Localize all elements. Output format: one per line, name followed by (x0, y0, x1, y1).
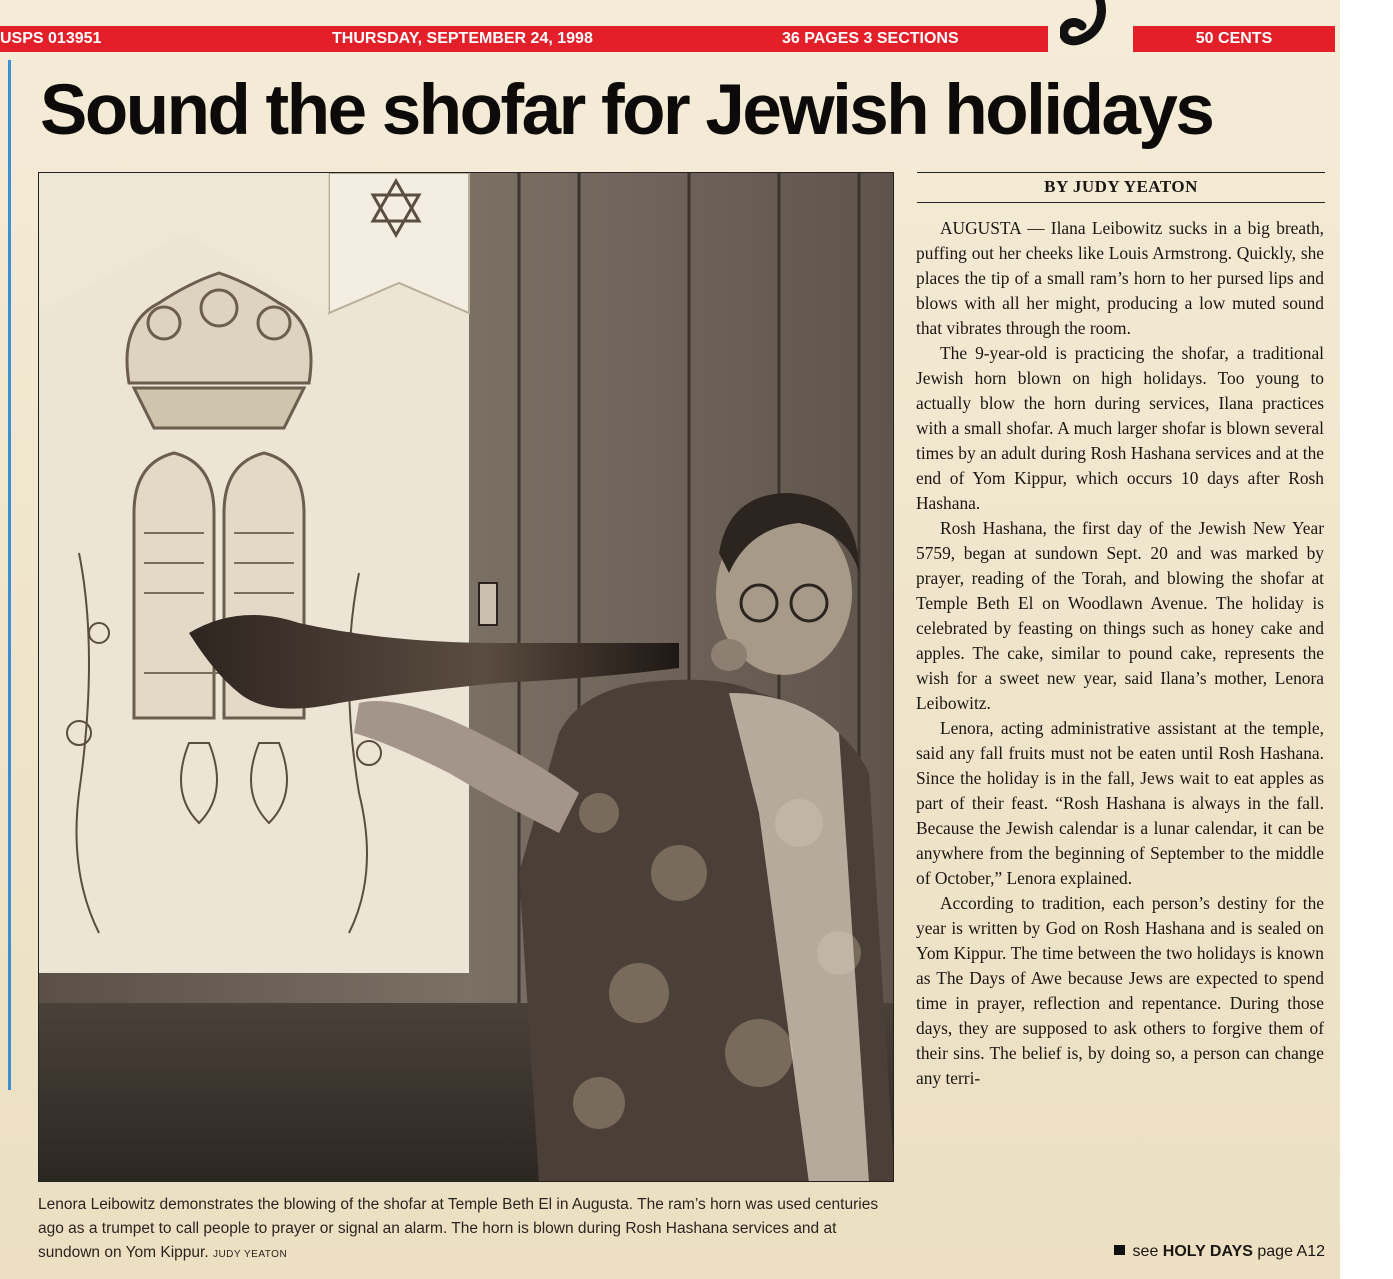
news-photo (38, 172, 894, 1182)
article-body (916, 216, 1324, 1091)
square-bullet-icon (1114, 1245, 1125, 1255)
jump-reference (1080, 1241, 1325, 1263)
jump-prefix: see (1132, 1243, 1159, 1260)
price: 50 CENTS (1195, 30, 1273, 47)
article-paragraph: The 9-year-old is practicing the shofar, a traditional Jewish horn blown on high holidays. Too young to actually blow the horn during services, Ilana practices with a small shofar. A much larger shofar is blown several times by an adult during Rosh Hashana services and at the end of Yom Kippur, which occurs 10 days after Rosh Hashana. (916, 343, 1324, 513)
article-paragraph: Lenora, acting administrative assistant at the temple, said any fall fruits must not be eaten until Rosh Hashana. Since the holiday is in the fall, Jews wait to eat apples as part of their feast. “Rosh Hashana is always in the fall. Because the Jewish calendar is a lunar calendar, it can be anywhere from the beginning of September to the middle of October,” Lenora explained. (916, 718, 1324, 888)
page-count: 36 PAGES 3 SECTIONS (782, 30, 959, 47)
headline: Sound the shofar for Jewish holidays (40, 71, 1213, 150)
masthead-swoosh-icon (1060, 0, 1116, 46)
byline-rule (917, 202, 1325, 203)
article-paragraph: According to tradition, each person’s destiny for the year is written by God on Rosh Hashana and is sealed on Yom Kippur. The time between the two holidays is known as The Days of Awe because Jews are expected to spend time in prayer, reflection and repentance. During those days, they are supposed to ask others to forgive them of their sins. The belief is, by doing so, a person can change any terri- (916, 893, 1324, 1088)
byline: BY JUDY YEATON (1044, 177, 1198, 196)
clipping-edge (8, 60, 11, 1090)
jump-page: page A12 (1257, 1243, 1325, 1260)
byline-rule (917, 172, 1325, 173)
price-bar (1133, 26, 1335, 52)
photo-caption (38, 1193, 898, 1267)
photo-credit: JUDY YEATON (212, 1249, 288, 1260)
issue-date: THURSDAY, SEPTEMBER 24, 1998 (332, 30, 593, 47)
masthead-bar (0, 26, 1048, 52)
jump-section: HOLY DAYS (1162, 1243, 1253, 1260)
article-paragraph: Rosh Hashana, the first day of the Jewish New Year 5759, began at sundown Sept. 20 and was marked by prayer, reading of the Torah, and blowing the shofar at Temple Beth El on Woodlawn Avenue. The holiday is celebrated by feasting on things such as honey cake and apples. The cake, similar to pound cake, represents the wish for a sweet new year, said Ilana’s mother, Lenora Leibowitz. (916, 518, 1324, 713)
usps-number: USPS 013951 (0, 30, 102, 47)
article-paragraph: AUGUSTA — Ilana Leibowitz sucks in a big breath, puffing out her cheeks like Louis Armstrong. Quickly, she places the tip of a small ram’s horn to her pursed lips and blows with all her might, producing a low muted sound that vibrates through the room. (916, 218, 1324, 338)
caption-text: Lenora Leibowitz demonstrates the blowing of the shofar at Temple Beth El in Augusta. The ram’s horn was used centuries ago as a trumpet to call people to prayer or signal an alarm. The horn is blown during Rosh Hashana services and at sundown on Yom Kippur. (38, 1196, 879, 1261)
